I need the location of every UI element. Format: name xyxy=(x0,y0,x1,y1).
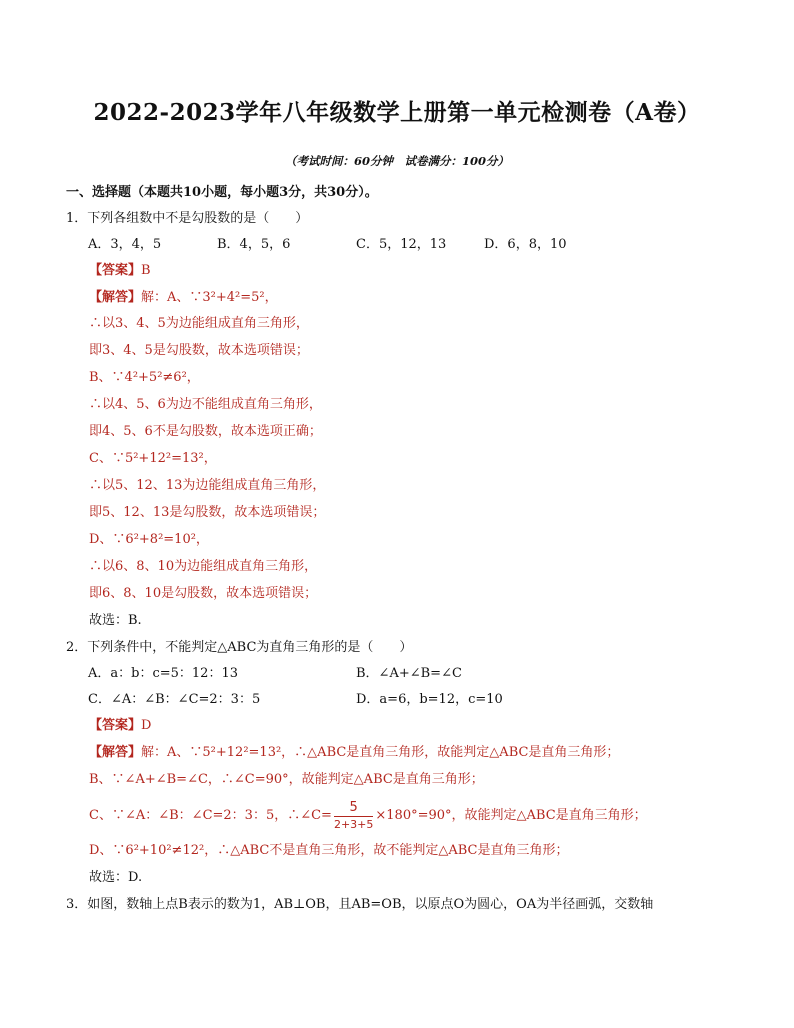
q1-analysis-line-9: 即5、12、13是勾股数，故本选项错误； xyxy=(89,505,326,520)
q2-stem: 2．下列条件中，不能判定△ABC为直角三角形的是（ ） xyxy=(66,640,413,655)
q1-analysis-line-12: 即6、8、10是勾股数，故本选项错误； xyxy=(89,586,318,601)
q2-option-a: A．a：b：c=5：12：13 xyxy=(88,666,238,681)
section-heading: 一、选择题（本题共10小题，每小题3分，共30分）。 xyxy=(66,185,378,200)
q2-option-c: C．∠A：∠B：∠C=2：3：5 xyxy=(88,692,261,707)
analysis-text: 解：A、∵3²+4²=5²， xyxy=(141,290,278,305)
q1-analysis-line-10: D、∵6²+8²=10²， xyxy=(89,532,209,547)
analysis-label: 【解答】 xyxy=(89,290,142,305)
q3-stem: 3．如图，数轴上点B表示的数为1，AB⊥OB，且AB=OB，以原点O为圆心，OA为半径画弧，交数轴 xyxy=(66,897,654,912)
q1-analysis-line-7: C、∵5²+12²=13²， xyxy=(89,451,217,466)
q1-analysis-line-11: ∴以6、8、10为边能组成直角三角形， xyxy=(89,559,318,574)
page-title: 2022-2023学年八年级数学上册第一单元检测卷（A卷） xyxy=(93,99,701,126)
fraction-numerator: 5 xyxy=(334,800,373,817)
q1-final-choice: 故选：B. xyxy=(89,613,142,628)
q1-option-d: D．6，8，10 xyxy=(484,237,567,252)
analysis-label: 【解答】 xyxy=(89,745,142,760)
q2-analysis-line-d: D、∵6²+10²≠12²，∴△ABC不是直角三角形，故不能判定△ABC是直角三角形； xyxy=(89,843,569,858)
q1-analysis-line-8: ∴以5、12、13为边能组成直角三角形， xyxy=(89,478,326,493)
line-c-suffix: ×180°=90°，故能判定△ABC是直角三角形； xyxy=(375,808,647,823)
q1-stem: 1．下列各组数中不是勾股数的是（ ） xyxy=(66,211,309,226)
q2-analysis-line-c xyxy=(89,798,647,834)
q1-analysis-line-6: 即4、5、6不是勾股数，故本选项正确； xyxy=(89,424,322,439)
analysis-text: 解：A、∵5²+12²=13²，∴△ABC是直角三角形，故能判定△ABC是直角三角形； xyxy=(141,745,620,760)
fraction xyxy=(334,800,373,832)
q1-option-a: A．3，4，5 xyxy=(88,237,162,252)
exam-info: （考试时间：60分钟 试卷满分：100分） xyxy=(284,154,509,168)
answer-value: B xyxy=(141,263,151,278)
q1-answer xyxy=(89,262,151,280)
line-c-prefix: C、∵∠A：∠B：∠C=2：3：5，∴∠C= xyxy=(89,808,332,823)
q2-analysis-line-b: B、∵∠A+∠B=∠C，∴∠C=90°，故能判定△ABC是直角三角形； xyxy=(89,772,484,787)
answer-value: D xyxy=(141,718,152,733)
q2-answer xyxy=(89,717,151,735)
q2-option-b: B．∠A+∠B=∠C xyxy=(356,666,462,681)
answer-label: 【答案】 xyxy=(89,263,142,278)
fraction-denominator: 2+3+5 xyxy=(333,817,374,831)
answer-label: 【答案】 xyxy=(89,718,142,733)
q2-final-choice: 故选：D. xyxy=(89,870,143,885)
q1-analysis-line-3: 即3、4、5是勾股数，故本选项错误； xyxy=(89,343,309,358)
q1-option-c: C．5，12，13 xyxy=(356,237,447,252)
q1-analysis-line-5: ∴以4、5、6为边不能组成直角三角形， xyxy=(89,397,322,412)
q2-option-d: D．a=6，b=12，c=10 xyxy=(356,692,503,707)
q1-analysis-line-1 xyxy=(89,289,278,307)
q1-analysis-line-4: B、∵4²+5²≠6²， xyxy=(89,370,200,385)
q1-analysis-line-2: ∴以3、4、5为边能组成直角三角形， xyxy=(89,316,309,331)
q2-analysis-line-a xyxy=(89,744,619,762)
q1-option-b: B．4，5，6 xyxy=(217,237,291,252)
